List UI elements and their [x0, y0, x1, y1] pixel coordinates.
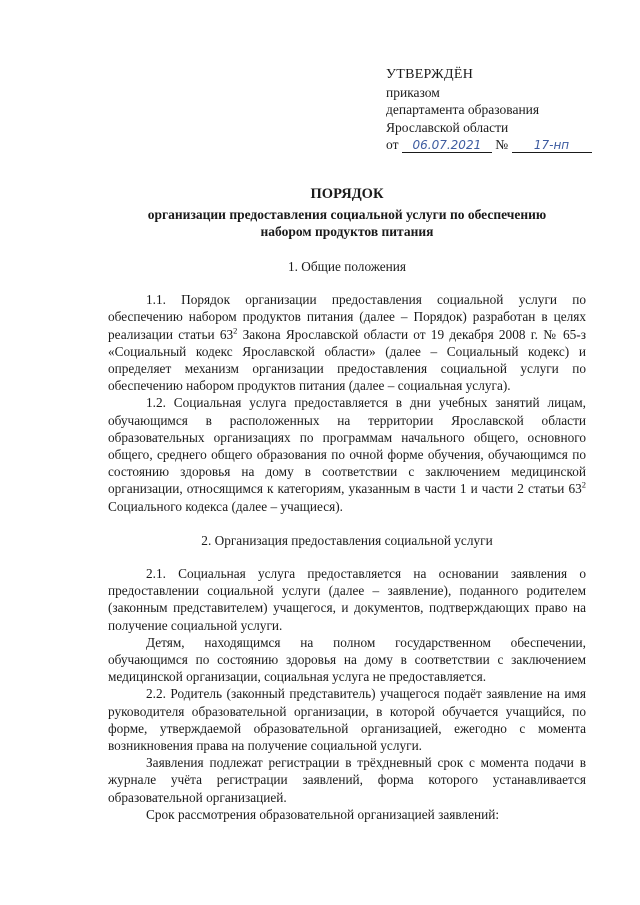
paragraph-1-1 [108, 291, 586, 394]
approval-date-handwritten: 06.07.2021 [402, 138, 492, 153]
approval-department: департамента образования [386, 102, 540, 117]
approval-number-label: № [495, 137, 509, 152]
paragraph-2-2-b: Заявления подлежат регистрации в трёхдневный срок с момента подачи в журнале учёта регистрации заявлений, форма которого устанавливается образовательной организацией. [108, 755, 586, 805]
approval-from-label: от [386, 137, 399, 152]
paragraph-1-2-superscript: 2 [581, 480, 586, 491]
paragraph-2-1-b: Детям, находящимся на полном государственном обеспечении, обучающимся по состоянию здоровья на дому в соответствии с заключением медицинской организации, социальная услуга не предоставляется. [108, 634, 586, 685]
document-body [108, 258, 586, 823]
paragraph-1-1-superscript: 2 [233, 325, 238, 336]
approval-region: Ярославской области [386, 119, 509, 135]
title-subtitle-line1: организации предоставления социальной услуги по обеспечению [147, 207, 547, 222]
title-subtitle-line2: набором продуктов питания [260, 224, 434, 239]
section-2-heading: 2. Организация предоставления социальной услуги [201, 532, 493, 548]
paragraph-1-1-text-a: 1.1. Порядок организации предоставления социальной услуги по обеспечению набором продуктов питания (далее – Порядок) разработан в целях реализации статьи 63 [108, 292, 586, 342]
approval-title: УТВЕРЖДЁН [386, 67, 474, 82]
title-main: ПОРЯДОК [310, 186, 384, 202]
paragraph-1-1-text-b: Закона Ярославской области от 19 декабря 2008 г. № 65-з «Социальный кодекс Ярославской области» (далее – Социальный кодекс) и определяет механизм организации предоставления социальной услуги по обеспечению набором продуктов питания (далее – социальная услуга). [108, 326, 586, 394]
section-1-heading: 1. Общие положения [287, 259, 407, 274]
document-title [108, 186, 586, 240]
paragraph-2-1: 2.1. Социальная услуга предоставляется на основании заявления о предоставлении социальной услуги (далее – заявление), поданного родителем (законным представителем) учащегося, и документов, подтверждающих право на получение социальной услуги. [108, 566, 586, 633]
paragraph-2-2: 2.2. Родитель (законный представитель) учащегося подаёт заявление на имя руководителя образовательной организации, в которой обучается учащийся, по форме, утверждаемой образовательной организацией, ежегодно с момента возникновения права на получение социальной услуги. [108, 686, 586, 754]
approval-date-line [386, 136, 592, 154]
paragraph-2-2-c: Срок рассмотрения образовательной организацией заявлений: [146, 806, 500, 822]
approval-number-handwritten: 17-нп [512, 138, 592, 153]
paragraph-1-2-text-a: 1.2. Социальная услуга предоставляется в дни учебных занятий лицам, обучающимся в расположенных на территории Ярославской области образовательных организациях по программам начального общего, основного общего, среднего общего образования по очной форме обучения, обучающимся по состоянию здоровья на дому в соответствии с заключением медицинской организации, относящимся к категориям, указанным в части 1 и части 2 статьи 63 [108, 395, 586, 497]
section-gap [108, 515, 586, 532]
approval-order: приказом [386, 84, 440, 100]
approval-stamp [386, 66, 592, 154]
paragraph-1-2 [108, 394, 586, 514]
paragraph-1-2-text-b: Социального кодекса (далее – учащиеся). [108, 498, 344, 514]
